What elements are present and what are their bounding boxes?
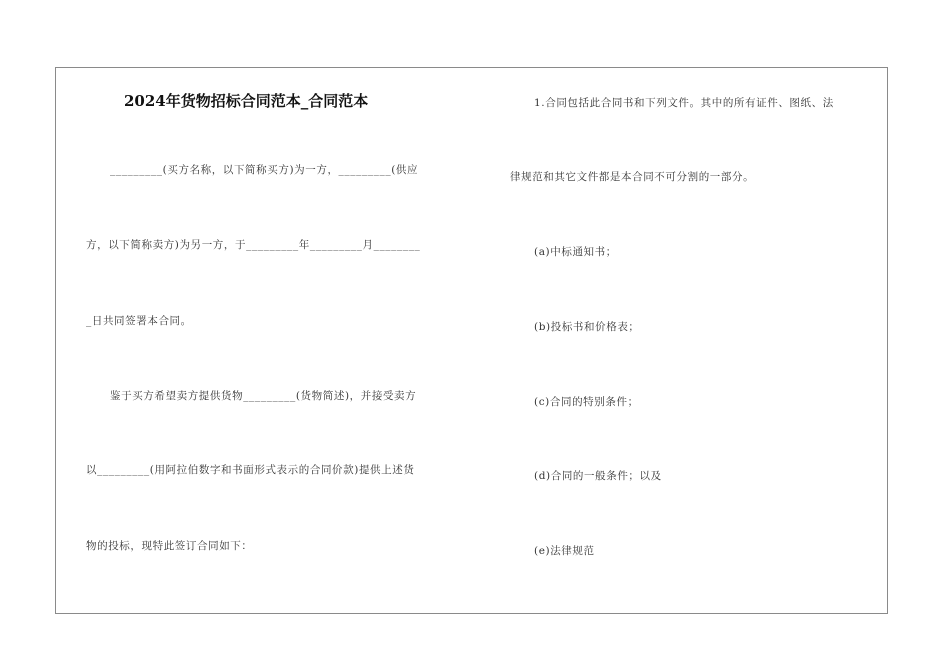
right-list-item: (c)合同的特别条件； [534, 396, 639, 408]
document-title: 2024年货物招标合同范本_合同范本 [124, 92, 369, 110]
right-list-item: (d)合同的一般条件；以及 [534, 470, 662, 482]
left-paragraph-line: 方，以下简称卖方)为另一方，于_________年_________月________ [86, 239, 421, 251]
left-paragraph-line: 鉴于买方希望卖方提供货物_________(货物简述)，并接受卖方 [110, 390, 417, 402]
right-list-item: (e)法律规范 [534, 545, 595, 557]
right-list-item: (b)投标书和价格表； [534, 321, 640, 333]
right-paragraph-line: 1.合同包括此合同书和下列文件。其中的所有证件、图纸、法 [534, 97, 834, 109]
right-list-item: (a)中标通知书； [534, 246, 617, 258]
right-paragraph-line: 律规范和其它文件都是本合同不可分割的一部分。 [510, 171, 755, 183]
document-page [55, 67, 888, 614]
left-paragraph-line: _日共同签署本合同。 [86, 315, 192, 327]
left-paragraph-line: _________(买方名称，以下简称买方)为一方，_________(供应 [110, 164, 419, 176]
left-paragraph-line: 物的投标，现特此签订合同如下： [86, 540, 253, 552]
left-paragraph-line: 以_________(用阿拉伯数字和书面形式表示的合同价款)提供上述货 [86, 464, 415, 476]
